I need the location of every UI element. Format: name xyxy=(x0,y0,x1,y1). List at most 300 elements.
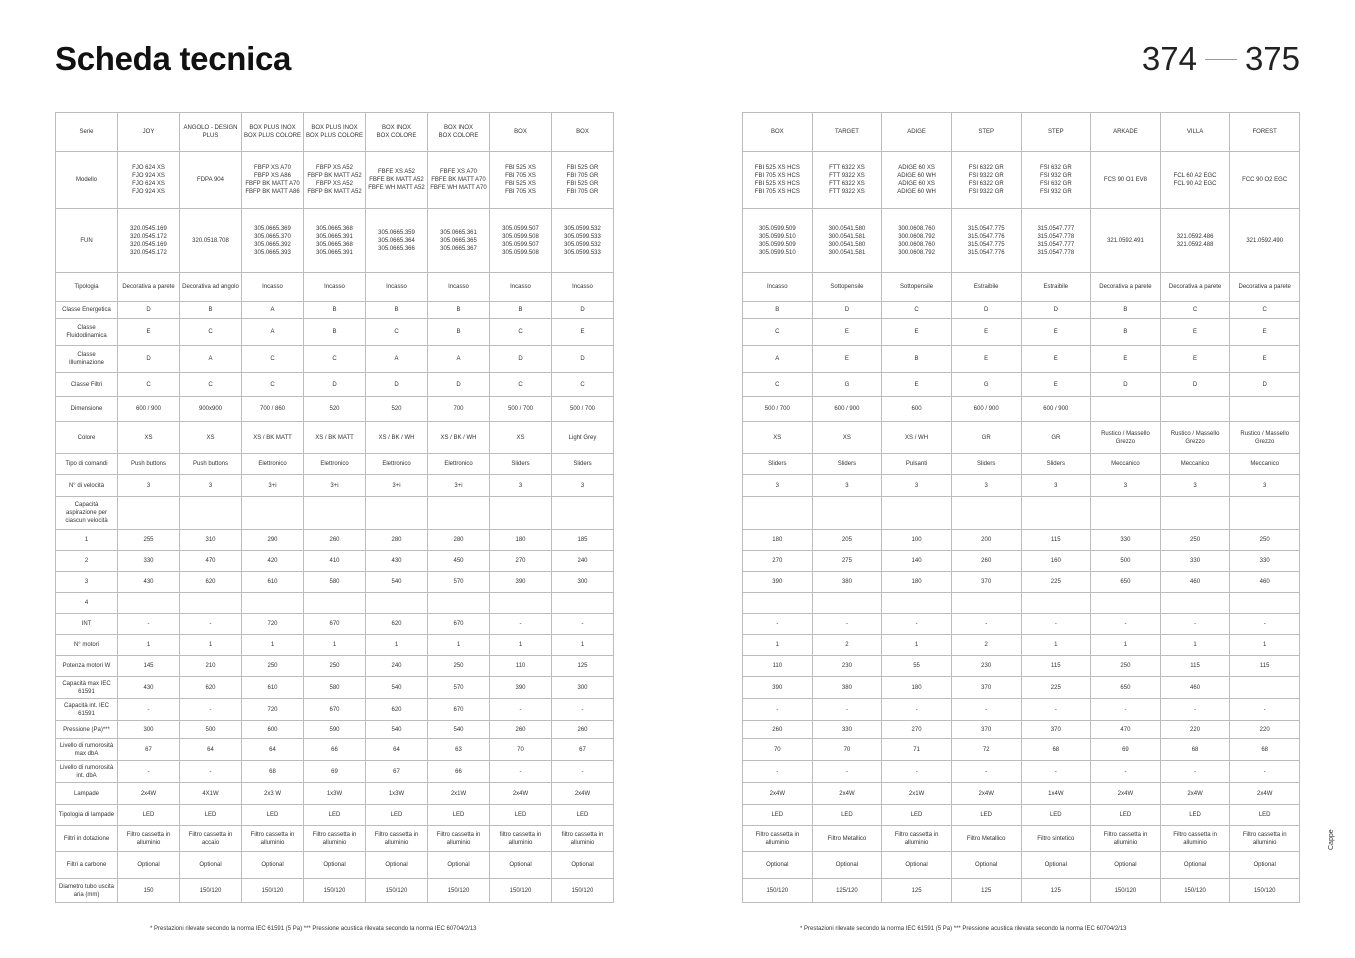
spec-cell: E xyxy=(1230,346,1300,373)
spec-cell: 670 xyxy=(428,699,490,721)
spec-cell: 125 xyxy=(951,879,1021,903)
side-section-label: Cappe xyxy=(1328,829,1335,850)
spec-cell: 420 xyxy=(242,551,304,572)
spec-cell: 470 xyxy=(1091,721,1161,739)
spec-cell: D xyxy=(1091,373,1161,397)
spec-cell xyxy=(552,497,614,530)
spec-cell: 315.0547.777 315.0547.778 315.0547.777 315.0547.778 xyxy=(1021,209,1091,273)
spec-cell: 70 xyxy=(812,739,882,761)
spec-cell: 315.0547.775 315.0547.776 315.0547.775 315.0547.776 xyxy=(951,209,1021,273)
spec-cell: E xyxy=(812,346,882,373)
spec-cell: 240 xyxy=(366,656,428,677)
spec-cell: Filtro cassetta in alluminio xyxy=(304,826,366,852)
spec-cell: Elettronico xyxy=(366,454,428,475)
spec-cell: 380 xyxy=(812,572,882,593)
spec-cell: 67 xyxy=(118,739,180,761)
spec-cell: Filtro Metallico xyxy=(812,826,882,852)
spec-cell: FCS 90 O1 EV8 xyxy=(1091,152,1161,209)
spec-cell: FBFE XS A52 FBFE BK MATT A52 FBFE WH MATT A52 xyxy=(366,152,428,209)
spec-cell: Meccanico xyxy=(1230,454,1300,475)
spec-cell: Rustico / Massello Grezzo xyxy=(1091,422,1161,454)
spec-cell: Decorativa a parete xyxy=(118,273,180,302)
spec-row xyxy=(56,783,614,805)
spec-row xyxy=(56,346,614,373)
spec-cell: - xyxy=(1230,761,1300,783)
row-label: Capacità int. IEC 61591 xyxy=(56,699,118,721)
spec-row xyxy=(743,319,1300,346)
spec-cell: 250 xyxy=(428,656,490,677)
spec-cell: - xyxy=(1160,614,1230,635)
spec-cell: TARGET xyxy=(812,113,882,152)
spec-cell: - xyxy=(1091,614,1161,635)
spec-cell xyxy=(743,593,813,614)
spec-cell: - xyxy=(118,614,180,635)
spec-cell: 150 xyxy=(118,879,180,903)
spec-cell: B xyxy=(1091,319,1161,346)
spec-cell: Filtro cassetta in alluminio xyxy=(366,826,428,852)
spec-cell: 330 xyxy=(1230,551,1300,572)
spec-cell xyxy=(118,593,180,614)
spec-row xyxy=(743,273,1300,302)
spec-cell: 520 xyxy=(366,397,428,422)
spec-cell: 260 xyxy=(304,530,366,551)
page-separator xyxy=(1205,59,1237,60)
spec-cell: 580 xyxy=(304,677,366,699)
spec-cell: LED xyxy=(1091,805,1161,826)
spec-cell: 460 xyxy=(1160,677,1230,699)
spec-cell: 280 xyxy=(366,530,428,551)
spec-cell: 500 xyxy=(1091,551,1161,572)
spec-cell: 3+i xyxy=(428,475,490,497)
spec-cell: 3 xyxy=(951,475,1021,497)
row-label: Colore xyxy=(56,422,118,454)
spec-cell: 250 xyxy=(1230,530,1300,551)
spec-cell: 69 xyxy=(1091,739,1161,761)
spec-cell: BOX xyxy=(552,113,614,152)
row-label: N° motori xyxy=(56,635,118,656)
spec-cell: Optional xyxy=(552,852,614,879)
spec-cell: E xyxy=(1021,373,1091,397)
spec-cell: FBFP XS A52 FBFP BK MATT A52 FBFP XS A52 FBFP BK MATT A52 xyxy=(304,152,366,209)
spec-cell: E xyxy=(1160,319,1230,346)
row-label: 4 xyxy=(56,593,118,614)
spec-cell: 2x4W xyxy=(812,783,882,805)
spec-cell: BOX PLUS INOX BOX PLUS COLORE xyxy=(242,113,304,152)
spec-cell: E xyxy=(1160,346,1230,373)
spec-cell: Decorativa a parete xyxy=(1091,273,1161,302)
spec-cell: B xyxy=(304,319,366,346)
spec-cell: - xyxy=(1021,614,1091,635)
spec-cell: 180 xyxy=(882,677,952,699)
spec-cell: 570 xyxy=(428,677,490,699)
spec-row xyxy=(56,397,614,422)
spec-cell: 3 xyxy=(812,475,882,497)
spec-cell: filtro cassetta in alluminio xyxy=(552,826,614,852)
spec-cell: Sliders xyxy=(552,454,614,475)
spec-cell: - xyxy=(490,614,552,635)
spec-row xyxy=(743,551,1300,572)
spec-row xyxy=(56,593,614,614)
spec-cell: 310 xyxy=(180,530,242,551)
spec-cell: Filtro cassetta in alluminio xyxy=(743,826,813,852)
spec-cell: C xyxy=(242,346,304,373)
spec-cell: E xyxy=(1230,319,1300,346)
spec-cell: Sottopensile xyxy=(882,273,952,302)
spec-cell: 670 xyxy=(304,614,366,635)
row-label: FUN xyxy=(56,209,118,273)
spec-cell: 150/120 xyxy=(743,879,813,903)
spec-cell: G xyxy=(812,373,882,397)
spec-cell: 3 xyxy=(882,475,952,497)
row-label: Diametro tubo uscita aria (mm) xyxy=(56,879,118,903)
spec-cell xyxy=(1160,593,1230,614)
spec-cell: Incasso xyxy=(242,273,304,302)
spec-cell: 240 xyxy=(552,551,614,572)
row-label: Lampade xyxy=(56,783,118,805)
spec-row xyxy=(743,373,1300,397)
spec-cell: 450 xyxy=(428,551,490,572)
page-number-left: 374 xyxy=(1141,40,1197,77)
spec-cell: 1 xyxy=(882,635,952,656)
row-label: Classe Illuminazione xyxy=(56,346,118,373)
spec-cell: - xyxy=(743,699,813,721)
spec-cell: 70 xyxy=(743,739,813,761)
spec-cell: 280 xyxy=(428,530,490,551)
spec-cell: 2x4W xyxy=(490,783,552,805)
spec-cell: 3 xyxy=(1091,475,1161,497)
spec-cell: 2x1W xyxy=(428,783,490,805)
spec-cell: 500 / 700 xyxy=(490,397,552,422)
spec-row xyxy=(56,113,614,152)
spec-cell: 330 xyxy=(812,721,882,739)
spec-cell: 1 xyxy=(490,635,552,656)
spec-cell: Elettronico xyxy=(428,454,490,475)
spec-cell: 1 xyxy=(1230,635,1300,656)
spec-cell: 150/120 xyxy=(1160,879,1230,903)
spec-cell: 370 xyxy=(951,721,1021,739)
spec-cell: Optional xyxy=(304,852,366,879)
spec-cell: 55 xyxy=(882,656,952,677)
spec-cell xyxy=(490,593,552,614)
spec-cell: 4X1W xyxy=(180,783,242,805)
spec-cell: 125/120 xyxy=(812,879,882,903)
spec-cell: 370 xyxy=(1021,721,1091,739)
spec-cell: 185 xyxy=(552,530,614,551)
spec-cell: 2x3 W xyxy=(242,783,304,805)
spec-cell: B xyxy=(304,302,366,319)
spec-cell: - xyxy=(1230,614,1300,635)
spec-cell: Optional xyxy=(242,852,304,879)
spec-cell: 305.0665.369 305.0665.370 305.0665.392 305.0665.393 xyxy=(242,209,304,273)
row-label: Tipologia di lampade xyxy=(56,805,118,826)
spec-row xyxy=(56,826,614,852)
spec-row xyxy=(743,677,1300,699)
spec-cell: FOREST xyxy=(1230,113,1300,152)
spec-cell: G xyxy=(951,373,1021,397)
spec-cell xyxy=(118,497,180,530)
spec-cell: 145 xyxy=(118,656,180,677)
spec-cell: LED xyxy=(304,805,366,826)
spec-cell: Optional xyxy=(180,852,242,879)
spec-cell: FBI 525 GR FBI 705 GR FBI 525 GR FBI 705 GR xyxy=(552,152,614,209)
footnote-left: * Prestazioni rilevate secondo la norma IEC 61591 (5 Pa) *** Pressione acustica rilevata secondo la norma IEC 60704/2/13 xyxy=(150,926,477,932)
spec-cell: 3 xyxy=(490,475,552,497)
spec-cell: Sliders xyxy=(743,454,813,475)
spec-cell xyxy=(490,497,552,530)
spec-cell: Push buttons xyxy=(180,454,242,475)
spec-cell: 1 xyxy=(743,635,813,656)
spec-cell: LED xyxy=(428,805,490,826)
spec-cell: 600 / 900 xyxy=(951,397,1021,422)
spec-cell: 67 xyxy=(552,739,614,761)
spec-cell: Optional xyxy=(743,852,813,879)
spec-cell: 370 xyxy=(951,572,1021,593)
spec-cell: FDPA 904 xyxy=(180,152,242,209)
spec-row xyxy=(743,302,1300,319)
spec-cell: 390 xyxy=(743,677,813,699)
spec-row xyxy=(743,113,1300,152)
spec-cell: C xyxy=(180,373,242,397)
spec-cell: - xyxy=(1021,699,1091,721)
spec-cell: Optional xyxy=(1091,852,1161,879)
spec-cell: Rustico / Massello Grezzo xyxy=(1230,422,1300,454)
spec-cell: 1 xyxy=(1091,635,1161,656)
spec-cell: 620 xyxy=(366,699,428,721)
spec-cell: 230 xyxy=(812,656,882,677)
spec-cell: 2x1W xyxy=(882,783,952,805)
spec-cell: - xyxy=(490,761,552,783)
spec-cell: - xyxy=(743,761,813,783)
spec-cell: 115 xyxy=(1021,530,1091,551)
spec-cell: 260 xyxy=(743,721,813,739)
spec-cell: 330 xyxy=(1091,530,1161,551)
spec-cell: C xyxy=(366,319,428,346)
spec-cell: E xyxy=(951,346,1021,373)
spec-cell xyxy=(1160,497,1230,530)
row-label: Classe Filtri xyxy=(56,373,118,397)
spec-cell: BOX INOX BOX COLORE xyxy=(366,113,428,152)
spec-cell: - xyxy=(882,699,952,721)
spec-cell xyxy=(882,593,952,614)
spec-cell: 115 xyxy=(1160,656,1230,677)
spec-cell: 600 xyxy=(242,721,304,739)
spec-row xyxy=(743,209,1300,273)
spec-cell: Filtro cassetta in accaio xyxy=(180,826,242,852)
spec-cell xyxy=(1230,677,1300,699)
spec-cell: 500 / 700 xyxy=(743,397,813,422)
spec-cell: 1 xyxy=(366,635,428,656)
spec-cell: Incasso xyxy=(743,273,813,302)
spec-cell: 321.0592.490 xyxy=(1230,209,1300,273)
spec-cell: B xyxy=(743,302,813,319)
spec-cell: Decorativa ad angolo xyxy=(180,273,242,302)
spec-cell: 410 xyxy=(304,551,366,572)
row-label: Tipologia xyxy=(56,273,118,302)
spec-row xyxy=(743,572,1300,593)
spec-cell: VILLA xyxy=(1160,113,1230,152)
spec-cell: 230 xyxy=(951,656,1021,677)
spec-cell: Incasso xyxy=(428,273,490,302)
spec-row xyxy=(743,346,1300,373)
spec-cell xyxy=(812,593,882,614)
spec-cell: 64 xyxy=(180,739,242,761)
spec-cell: LED xyxy=(118,805,180,826)
spec-cell: 150/120 xyxy=(552,879,614,903)
spec-cell: - xyxy=(180,761,242,783)
spec-cell: 1 xyxy=(428,635,490,656)
spec-cell: 540 xyxy=(428,721,490,739)
spec-cell: - xyxy=(552,699,614,721)
spec-cell: 3 xyxy=(1230,475,1300,497)
spec-row xyxy=(743,699,1300,721)
spec-cell: 220 xyxy=(1160,721,1230,739)
spec-cell: - xyxy=(812,699,882,721)
spec-cell: 3+i xyxy=(366,475,428,497)
spec-cell: LED xyxy=(552,805,614,826)
spec-cell xyxy=(242,497,304,530)
spec-cell: D xyxy=(951,302,1021,319)
spec-cell: Optional xyxy=(118,852,180,879)
spec-cell: STEP xyxy=(951,113,1021,152)
spec-cell: E xyxy=(1021,346,1091,373)
spec-cell: 1x4W xyxy=(1021,783,1091,805)
spec-cell: 110 xyxy=(743,656,813,677)
spec-row xyxy=(743,805,1300,826)
spec-cell: - xyxy=(1021,761,1091,783)
spec-cell: A xyxy=(428,346,490,373)
spec-cell: 2x4W xyxy=(1160,783,1230,805)
spec-cell: FJO 624 XS FJO 924 XS FJO 624 XS FJO 924 XS xyxy=(118,152,180,209)
spec-cell: XS xyxy=(743,422,813,454)
spec-cell: Sliders xyxy=(812,454,882,475)
spec-cell: FBI 525 XS FBI 705 XS FBI 525 XS FBI 705 XS xyxy=(490,152,552,209)
spec-cell: D xyxy=(428,373,490,397)
spec-cell: 460 xyxy=(1230,572,1300,593)
spec-cell: 180 xyxy=(743,530,813,551)
spec-cell xyxy=(1091,593,1161,614)
spec-cell: LED xyxy=(490,805,552,826)
spec-row xyxy=(743,739,1300,761)
spec-cell: - xyxy=(1091,699,1161,721)
row-label: Livello di rumorosità max dbA xyxy=(56,739,118,761)
spec-cell: 2x4W xyxy=(118,783,180,805)
spec-cell xyxy=(1021,497,1091,530)
spec-row xyxy=(743,152,1300,209)
spec-cell: 115 xyxy=(1230,656,1300,677)
spec-cell xyxy=(882,497,952,530)
spec-cell: LED xyxy=(1021,805,1091,826)
spec-cell: E xyxy=(812,319,882,346)
spec-cell: Sliders xyxy=(1021,454,1091,475)
spec-cell: GR xyxy=(951,422,1021,454)
spec-cell: FBFP XS A70 FBFP XS A86 FBFP BK MATT A70 FBFP BK MATT A86 xyxy=(242,152,304,209)
spec-cell: D xyxy=(118,346,180,373)
spec-cell: - xyxy=(882,761,952,783)
page-numbers xyxy=(1142,40,1300,78)
spec-cell: 225 xyxy=(1021,572,1091,593)
spec-cell: 305.0665.359 305.0665.364 305.0665.366 xyxy=(366,209,428,273)
spec-cell: 1 xyxy=(180,635,242,656)
spec-cell: Sliders xyxy=(951,454,1021,475)
spec-cell: D xyxy=(118,302,180,319)
spec-cell: 2x4W xyxy=(552,783,614,805)
spec-cell: 67 xyxy=(366,761,428,783)
spec-cell xyxy=(1160,397,1230,422)
spec-cell: Filtro Metallico xyxy=(951,826,1021,852)
spec-cell: 380 xyxy=(812,677,882,699)
spec-cell: FBI 525 XS HCS FBI 705 XS HCS FBI 525 XS HCS FBI 705 XS HCS xyxy=(743,152,813,209)
row-label: INT xyxy=(56,614,118,635)
spec-cell: 2x4W xyxy=(1091,783,1161,805)
spec-cell xyxy=(1230,497,1300,530)
spec-cell: B xyxy=(1091,302,1161,319)
spec-cell: 540 xyxy=(366,572,428,593)
spec-cell xyxy=(304,593,366,614)
spec-cell: 600 / 900 xyxy=(1021,397,1091,422)
spec-cell: Incasso xyxy=(552,273,614,302)
spec-cell: 205 xyxy=(812,530,882,551)
spec-cell: C xyxy=(242,373,304,397)
spec-cell xyxy=(180,593,242,614)
spec-cell: C xyxy=(1230,302,1300,319)
spec-cell: LED xyxy=(242,805,304,826)
spec-cell: 250 xyxy=(242,656,304,677)
spec-cell: 320.0545.169 320.0545.172 320.0545.169 320.0545.172 xyxy=(118,209,180,273)
spec-cell xyxy=(428,593,490,614)
spec-row xyxy=(56,635,614,656)
spec-cell: - xyxy=(882,614,952,635)
spec-cell: XS / BK / WH xyxy=(428,422,490,454)
spec-cell: 620 xyxy=(366,614,428,635)
spec-row xyxy=(743,852,1300,879)
spec-cell: XS xyxy=(180,422,242,454)
spec-cell: Meccanico xyxy=(1160,454,1230,475)
spec-cell: 321.0592.486 321.0592.488 xyxy=(1160,209,1230,273)
spec-cell: Estraibile xyxy=(1021,273,1091,302)
spec-cell: 470 xyxy=(180,551,242,572)
row-label: Classe Energetica xyxy=(56,302,118,319)
spec-cell: 125 xyxy=(552,656,614,677)
row-label: Serie xyxy=(56,113,118,152)
spec-cell: 64 xyxy=(366,739,428,761)
spec-cell: 650 xyxy=(1091,572,1161,593)
spec-cell: 720 xyxy=(242,699,304,721)
spec-row xyxy=(56,422,614,454)
spec-cell: 1x3W xyxy=(366,783,428,805)
spec-cell: 140 xyxy=(882,551,952,572)
spec-cell: 270 xyxy=(882,721,952,739)
spec-cell: 2x4W xyxy=(1230,783,1300,805)
spec-cell: C xyxy=(1160,302,1230,319)
spec-cell: - xyxy=(180,614,242,635)
spec-row xyxy=(743,497,1300,530)
spec-cell: C xyxy=(552,373,614,397)
spec-cell: - xyxy=(490,699,552,721)
row-label: Potenza motori W xyxy=(56,656,118,677)
spec-row xyxy=(56,152,614,209)
spec-cell: 620 xyxy=(180,572,242,593)
spec-cell: XS / WH xyxy=(882,422,952,454)
spec-row xyxy=(56,699,614,721)
spec-cell: - xyxy=(812,614,882,635)
spec-cell: Filtro cassetta in alluminio xyxy=(118,826,180,852)
row-label: Filtri in dotazione xyxy=(56,826,118,852)
spec-cell: XS xyxy=(118,422,180,454)
spec-cell: 3 xyxy=(552,475,614,497)
spec-cell: LED xyxy=(1160,805,1230,826)
spec-cell: 275 xyxy=(812,551,882,572)
spec-cell xyxy=(242,593,304,614)
